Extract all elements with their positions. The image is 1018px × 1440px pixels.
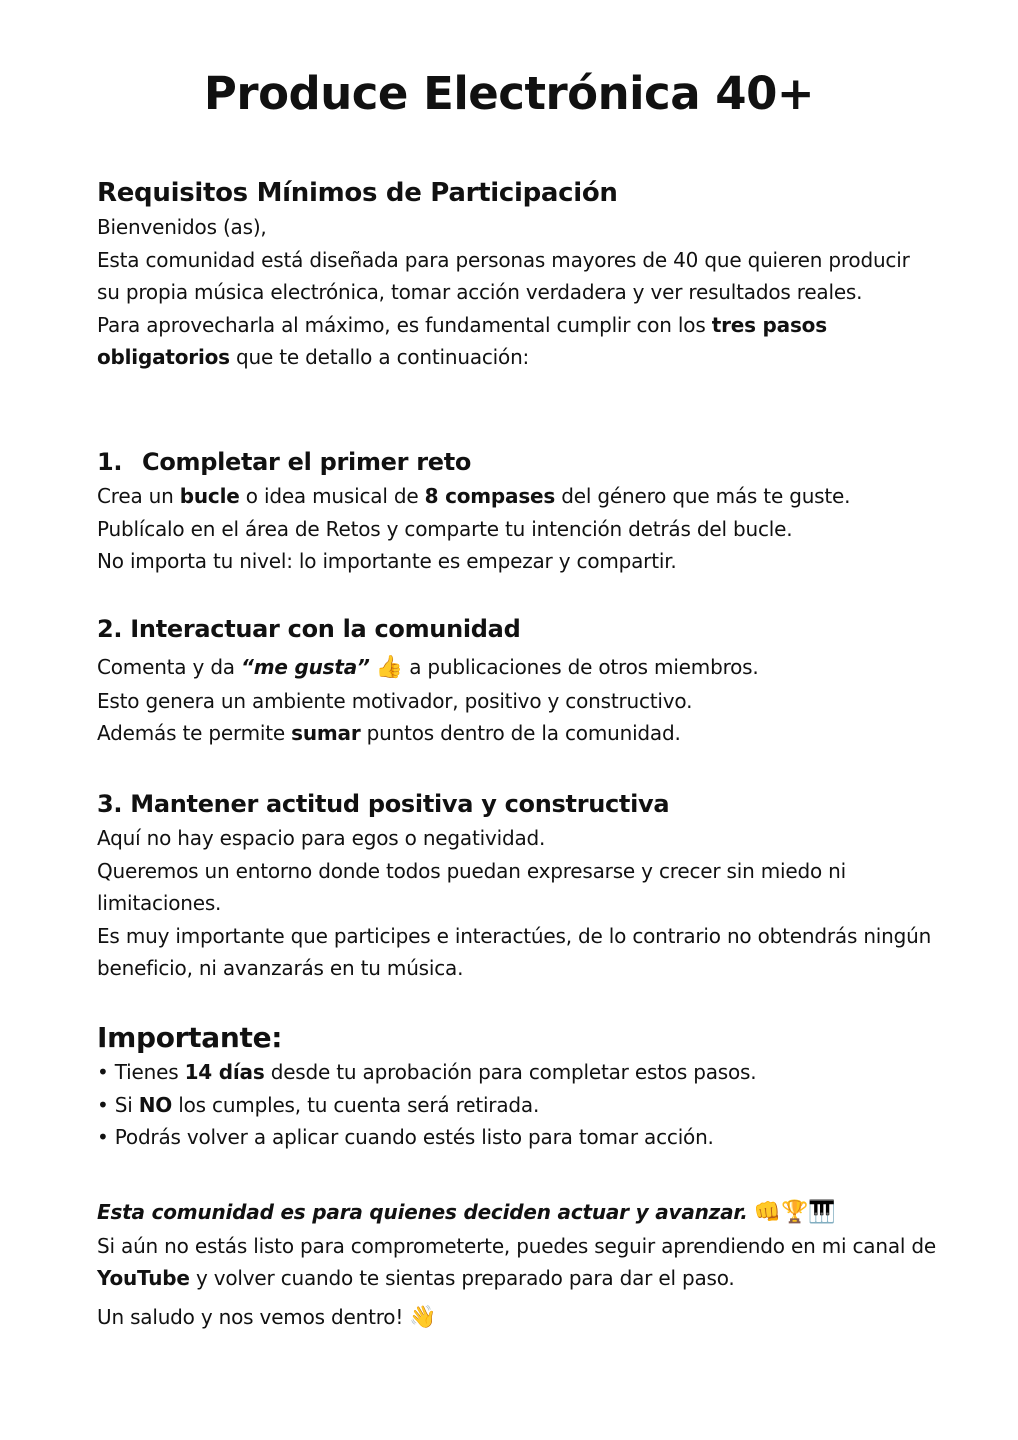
step1-line2: Publícalo en el área de Retos y comparte tu intención detrás del bucle. xyxy=(97,516,793,541)
step3-section xyxy=(97,786,937,985)
bold-run: bucle xyxy=(179,484,240,508)
text-run: Comenta y da xyxy=(97,655,242,679)
text-run: • Tienes xyxy=(97,1060,185,1084)
thumbs-up-icon: 👍 xyxy=(375,655,404,680)
step1-section xyxy=(97,444,937,578)
text-run: Para aprovecharla al máximo, es fundamental cumplir con los xyxy=(97,312,712,337)
waving-hand-icon: 👋 xyxy=(409,1304,437,1330)
importante-section xyxy=(97,1020,937,1154)
importante-heading: Importante: xyxy=(97,1021,283,1054)
text-run: o idea musical de xyxy=(239,484,425,508)
bold-run: NO xyxy=(138,1092,173,1117)
step1-line1 xyxy=(97,480,937,513)
fist-trophy-piano-icons: 👊🏆🎹 xyxy=(753,1200,836,1225)
importante-bullet-1 xyxy=(97,1056,937,1089)
step3-line3: Es muy importante que participes e interactúes, de lo contrario no obtendrás ningún beneficio, ni avanzarás en tu música. xyxy=(97,923,932,980)
text-run: • Si xyxy=(97,1092,139,1117)
importante-bullet-2 xyxy=(97,1089,937,1122)
step2-line1 xyxy=(97,651,937,685)
text-run: Un saludo y nos vemos dentro! xyxy=(97,1304,404,1329)
requisitos-heading: Requisitos Mínimos de Participación xyxy=(97,178,618,208)
text-run: Crea un xyxy=(97,484,180,508)
step3-heading: 3. Mantener actitud positiva y constructiva xyxy=(97,790,670,818)
text-run: desde tu aprobación para completar estos pasos. xyxy=(264,1060,757,1084)
intro-paragraph: Esta comunidad está diseñada para personas mayores de 40 que quieren producir su propia música electrónica, tomar acción verdadera y ver resultados reales. xyxy=(97,247,910,304)
importante-bullet-3: • Podrás volver a aplicar cuando estés listo para tomar acción. xyxy=(97,1125,714,1149)
step3-line1: Aquí no hay espacio para egos o negatividad. xyxy=(97,826,546,850)
text-run: puntos dentro de la comunidad. xyxy=(360,721,681,745)
step2-line2: Esto genera un ambiente motivador, positivo y constructivo. xyxy=(97,688,693,713)
bold-italic-run: “me gusta” xyxy=(241,655,370,679)
farewell-line xyxy=(97,1301,937,1335)
step2-line3 xyxy=(97,717,937,750)
bold-run: 8 compases xyxy=(424,484,556,508)
text-run: Además te permite xyxy=(97,721,292,745)
bold-run: 14 días xyxy=(184,1060,265,1084)
text-run: que te detallo a continuación: xyxy=(229,345,530,369)
text-run: a publicaciones de otros miembros. xyxy=(403,655,759,679)
closing-youtube-line xyxy=(97,1230,937,1295)
text-run: y volver cuando te sientas preparado para dar el paso. xyxy=(189,1266,735,1290)
text-run: Si aún no estás listo para comprometerte, puedes seguir aprendiendo en mi canal de xyxy=(97,1233,937,1258)
step1-line3: No importa tu nivel: lo importante es empezar y compartir. xyxy=(97,549,677,573)
closing-section xyxy=(97,1196,937,1334)
step3-line2: Queremos un entorno donde todos puedan expresarse y crecer sin miedo ni limitaciones. xyxy=(97,858,847,915)
text-run: del género que más te guste. xyxy=(555,484,851,508)
step2-section xyxy=(97,611,937,750)
bold-run: YouTube xyxy=(97,1266,190,1290)
step2-heading: 2. Interactuar con la comunidad xyxy=(97,615,521,643)
closing-tagline xyxy=(97,1196,937,1230)
step-number: 1. xyxy=(97,448,123,476)
requisitos-section xyxy=(97,175,937,374)
step-title: Completar el primer reto xyxy=(142,448,472,476)
page-title: Produce Electrónica 40+ xyxy=(203,67,815,120)
greeting: Bienvenidos (as), xyxy=(97,215,267,239)
text-run: los cumples, tu cuenta será retirada. xyxy=(172,1092,540,1117)
steps-intro-paragraph xyxy=(97,309,937,374)
step1-heading xyxy=(97,444,937,480)
bold-run: sumar xyxy=(291,721,361,745)
bold-run: tres pasos obligatorios xyxy=(97,312,827,369)
bold-italic-run: Esta comunidad es para quienes deciden actuar y avanzar. xyxy=(97,1200,748,1224)
